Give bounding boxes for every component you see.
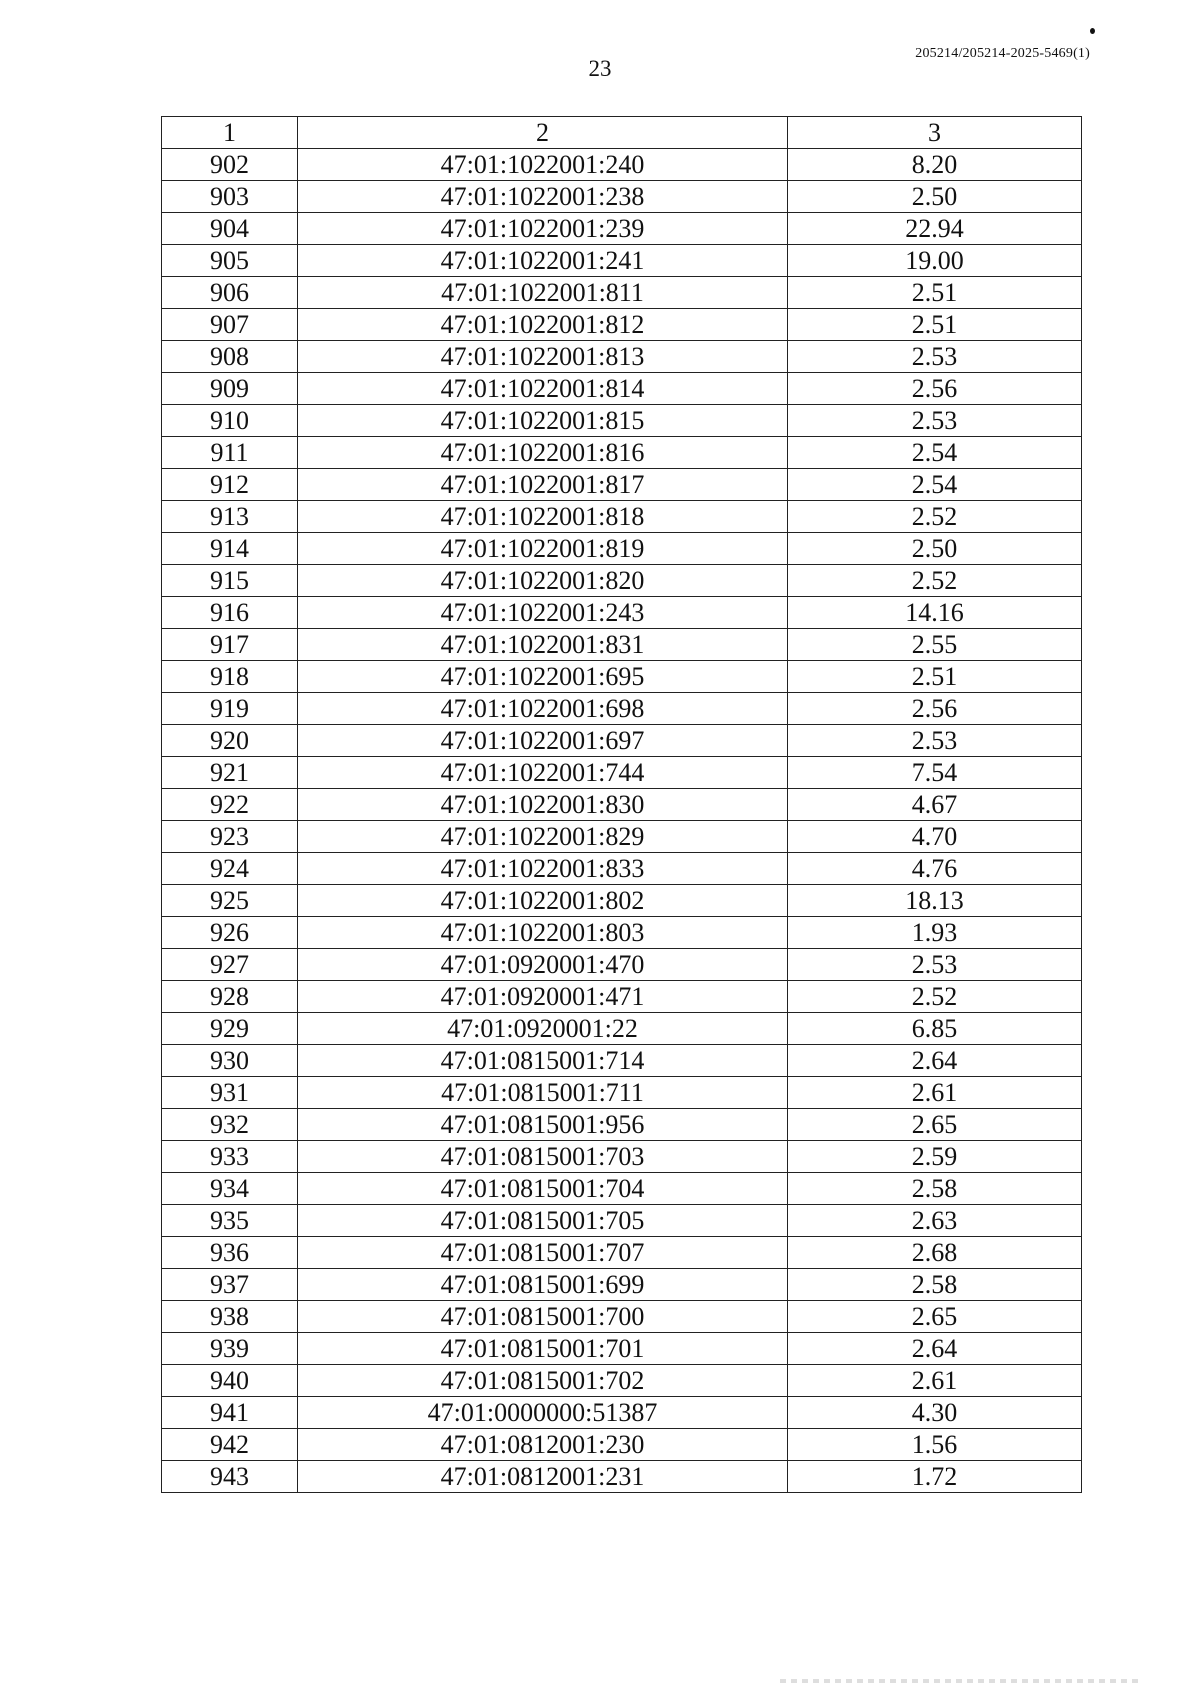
row-number-cell: 927 bbox=[162, 949, 298, 981]
value-cell: 2.52 bbox=[788, 981, 1082, 1013]
value-cell: 4.30 bbox=[788, 1397, 1082, 1429]
cadastral-number-cell: 47:01:1022001:803 bbox=[298, 917, 788, 949]
table-row bbox=[162, 437, 1082, 469]
cadastral-number-cell: 47:01:0920001:471 bbox=[298, 981, 788, 1013]
value-cell: 2.64 bbox=[788, 1333, 1082, 1365]
row-number-cell: 903 bbox=[162, 181, 298, 213]
table-row bbox=[162, 725, 1082, 757]
table-row bbox=[162, 981, 1082, 1013]
value-cell: 4.70 bbox=[788, 821, 1082, 853]
cadastral-number-cell: 47:01:1022001:814 bbox=[298, 373, 788, 405]
column-header-1: 1 bbox=[162, 117, 298, 149]
cadastral-number-cell: 47:01:1022001:820 bbox=[298, 565, 788, 597]
value-cell: 2.54 bbox=[788, 437, 1082, 469]
scan-dot-mark bbox=[1090, 28, 1095, 34]
table-body bbox=[162, 149, 1082, 1493]
value-cell: 2.64 bbox=[788, 1045, 1082, 1077]
table-row bbox=[162, 373, 1082, 405]
cadastral-number-cell: 47:01:0000000:51387 bbox=[298, 1397, 788, 1429]
value-cell: 18.13 bbox=[788, 885, 1082, 917]
cadastral-number-cell: 47:01:1022001:830 bbox=[298, 789, 788, 821]
row-number-cell: 904 bbox=[162, 213, 298, 245]
cadastral-number-cell: 47:01:1022001:817 bbox=[298, 469, 788, 501]
row-number-cell: 938 bbox=[162, 1301, 298, 1333]
value-cell: 19.00 bbox=[788, 245, 1082, 277]
row-number-cell: 910 bbox=[162, 405, 298, 437]
cadastral-number-cell: 47:01:0920001:470 bbox=[298, 949, 788, 981]
table-row bbox=[162, 917, 1082, 949]
cadastral-number-cell: 47:01:1022001:243 bbox=[298, 597, 788, 629]
row-number-cell: 926 bbox=[162, 917, 298, 949]
row-number-cell: 936 bbox=[162, 1237, 298, 1269]
cadastral-number-cell: 47:01:0812001:231 bbox=[298, 1461, 788, 1493]
cadastral-number-cell: 47:01:0815001:705 bbox=[298, 1205, 788, 1237]
table-row bbox=[162, 597, 1082, 629]
table-row bbox=[162, 789, 1082, 821]
row-number-cell: 931 bbox=[162, 1077, 298, 1109]
table-row bbox=[162, 885, 1082, 917]
value-cell: 2.56 bbox=[788, 373, 1082, 405]
value-cell: 2.58 bbox=[788, 1269, 1082, 1301]
cadastral-number-cell: 47:01:1022001:811 bbox=[298, 277, 788, 309]
cadastral-number-cell: 47:01:0815001:699 bbox=[298, 1269, 788, 1301]
value-cell: 4.76 bbox=[788, 853, 1082, 885]
table-row bbox=[162, 1429, 1082, 1461]
value-cell: 2.53 bbox=[788, 405, 1082, 437]
row-number-cell: 913 bbox=[162, 501, 298, 533]
table-row bbox=[162, 1461, 1082, 1493]
cadastral-number-cell: 47:01:1022001:802 bbox=[298, 885, 788, 917]
row-number-cell: 905 bbox=[162, 245, 298, 277]
column-header-2: 2 bbox=[298, 117, 788, 149]
row-number-cell: 914 bbox=[162, 533, 298, 565]
cadastral-number-cell: 47:01:1022001:815 bbox=[298, 405, 788, 437]
value-cell: 2.55 bbox=[788, 629, 1082, 661]
value-cell: 2.50 bbox=[788, 533, 1082, 565]
table-row bbox=[162, 277, 1082, 309]
row-number-cell: 911 bbox=[162, 437, 298, 469]
row-number-cell: 909 bbox=[162, 373, 298, 405]
table-row bbox=[162, 1077, 1082, 1109]
value-cell: 2.56 bbox=[788, 693, 1082, 725]
row-number-cell: 934 bbox=[162, 1173, 298, 1205]
table-row bbox=[162, 821, 1082, 853]
table-row bbox=[162, 949, 1082, 981]
table-row bbox=[162, 149, 1082, 181]
table-row bbox=[162, 181, 1082, 213]
value-cell: 1.56 bbox=[788, 1429, 1082, 1461]
row-number-cell: 935 bbox=[162, 1205, 298, 1237]
table-row bbox=[162, 1109, 1082, 1141]
table-row bbox=[162, 1333, 1082, 1365]
cadastral-number-cell: 47:01:0815001:714 bbox=[298, 1045, 788, 1077]
table-row bbox=[162, 1013, 1082, 1045]
cadastral-number-cell: 47:01:1022001:819 bbox=[298, 533, 788, 565]
cadastral-number-cell: 47:01:1022001:744 bbox=[298, 757, 788, 789]
cadastral-number-cell: 47:01:0815001:701 bbox=[298, 1333, 788, 1365]
table-row bbox=[162, 1173, 1082, 1205]
cadastral-number-cell: 47:01:1022001:241 bbox=[298, 245, 788, 277]
cadastral-number-cell: 47:01:0815001:704 bbox=[298, 1173, 788, 1205]
row-number-cell: 918 bbox=[162, 661, 298, 693]
parcel-table bbox=[161, 116, 1082, 1493]
cadastral-number-cell: 47:01:1022001:831 bbox=[298, 629, 788, 661]
value-cell: 2.53 bbox=[788, 341, 1082, 373]
table-row bbox=[162, 533, 1082, 565]
cadastral-number-cell: 47:01:1022001:829 bbox=[298, 821, 788, 853]
value-cell: 2.68 bbox=[788, 1237, 1082, 1269]
value-cell: 1.93 bbox=[788, 917, 1082, 949]
row-number-cell: 922 bbox=[162, 789, 298, 821]
scan-footer-noise bbox=[780, 1679, 1140, 1683]
row-number-cell: 917 bbox=[162, 629, 298, 661]
row-number-cell: 929 bbox=[162, 1013, 298, 1045]
row-number-cell: 915 bbox=[162, 565, 298, 597]
table-row bbox=[162, 853, 1082, 885]
row-number-cell: 923 bbox=[162, 821, 298, 853]
value-cell: 2.53 bbox=[788, 725, 1082, 757]
table-row bbox=[162, 469, 1082, 501]
column-header-3: 3 bbox=[788, 117, 1082, 149]
row-number-cell: 919 bbox=[162, 693, 298, 725]
value-cell: 8.20 bbox=[788, 149, 1082, 181]
cadastral-number-cell: 47:01:0815001:956 bbox=[298, 1109, 788, 1141]
row-number-cell: 939 bbox=[162, 1333, 298, 1365]
cadastral-number-cell: 47:01:1022001:695 bbox=[298, 661, 788, 693]
value-cell: 2.61 bbox=[788, 1365, 1082, 1397]
table-row bbox=[162, 1205, 1082, 1237]
table-row bbox=[162, 757, 1082, 789]
value-cell: 22.94 bbox=[788, 213, 1082, 245]
table-row bbox=[162, 1365, 1082, 1397]
cadastral-number-cell: 47:01:0812001:230 bbox=[298, 1429, 788, 1461]
row-number-cell: 907 bbox=[162, 309, 298, 341]
row-number-cell: 941 bbox=[162, 1397, 298, 1429]
table-row bbox=[162, 629, 1082, 661]
table-row bbox=[162, 693, 1082, 725]
row-number-cell: 937 bbox=[162, 1269, 298, 1301]
cadastral-number-cell: 47:01:1022001:818 bbox=[298, 501, 788, 533]
value-cell: 2.50 bbox=[788, 181, 1082, 213]
cadastral-number-cell: 47:01:1022001:816 bbox=[298, 437, 788, 469]
cadastral-number-cell: 47:01:1022001:833 bbox=[298, 853, 788, 885]
value-cell: 7.54 bbox=[788, 757, 1082, 789]
cadastral-number-cell: 47:01:1022001:238 bbox=[298, 181, 788, 213]
cadastral-number-cell: 47:01:1022001:698 bbox=[298, 693, 788, 725]
document-id: 205214/205214-2025-5469(1) bbox=[915, 46, 1090, 61]
cadastral-number-cell: 47:01:1022001:812 bbox=[298, 309, 788, 341]
value-cell: 2.52 bbox=[788, 565, 1082, 597]
table-row bbox=[162, 565, 1082, 597]
row-number-cell: 912 bbox=[162, 469, 298, 501]
table-row bbox=[162, 1237, 1082, 1269]
row-number-cell: 916 bbox=[162, 597, 298, 629]
cadastral-number-cell: 47:01:1022001:239 bbox=[298, 213, 788, 245]
table-row bbox=[162, 1141, 1082, 1173]
cadastral-number-cell: 47:01:1022001:240 bbox=[298, 149, 788, 181]
row-number-cell: 921 bbox=[162, 757, 298, 789]
table-row bbox=[162, 309, 1082, 341]
table-row bbox=[162, 341, 1082, 373]
row-number-cell: 933 bbox=[162, 1141, 298, 1173]
value-cell: 2.65 bbox=[788, 1301, 1082, 1333]
value-cell: 2.52 bbox=[788, 501, 1082, 533]
value-cell: 2.58 bbox=[788, 1173, 1082, 1205]
row-number-cell: 930 bbox=[162, 1045, 298, 1077]
value-cell: 2.51 bbox=[788, 661, 1082, 693]
table-row bbox=[162, 661, 1082, 693]
table-row bbox=[162, 405, 1082, 437]
value-cell: 2.63 bbox=[788, 1205, 1082, 1237]
row-number-cell: 940 bbox=[162, 1365, 298, 1397]
cadastral-number-cell: 47:01:1022001:813 bbox=[298, 341, 788, 373]
row-number-cell: 906 bbox=[162, 277, 298, 309]
value-cell: 2.54 bbox=[788, 469, 1082, 501]
table-row bbox=[162, 1301, 1082, 1333]
row-number-cell: 943 bbox=[162, 1461, 298, 1493]
row-number-cell: 902 bbox=[162, 149, 298, 181]
table-row bbox=[162, 501, 1082, 533]
cadastral-number-cell: 47:01:0815001:703 bbox=[298, 1141, 788, 1173]
table-row bbox=[162, 213, 1082, 245]
cadastral-number-cell: 47:01:0815001:711 bbox=[298, 1077, 788, 1109]
value-cell: 14.16 bbox=[788, 597, 1082, 629]
row-number-cell: 928 bbox=[162, 981, 298, 1013]
value-cell: 2.51 bbox=[788, 277, 1082, 309]
cadastral-number-cell: 47:01:0920001:22 bbox=[298, 1013, 788, 1045]
value-cell: 2.65 bbox=[788, 1109, 1082, 1141]
row-number-cell: 932 bbox=[162, 1109, 298, 1141]
value-cell: 2.59 bbox=[788, 1141, 1082, 1173]
value-cell: 2.51 bbox=[788, 309, 1082, 341]
row-number-cell: 924 bbox=[162, 853, 298, 885]
table-row bbox=[162, 1269, 1082, 1301]
cadastral-number-cell: 47:01:0815001:700 bbox=[298, 1301, 788, 1333]
value-cell: 1.72 bbox=[788, 1461, 1082, 1493]
row-number-cell: 925 bbox=[162, 885, 298, 917]
value-cell: 6.85 bbox=[788, 1013, 1082, 1045]
page-number: 23 bbox=[588, 56, 612, 81]
value-cell: 4.67 bbox=[788, 789, 1082, 821]
table-row bbox=[162, 245, 1082, 277]
cadastral-number-cell: 47:01:0815001:707 bbox=[298, 1237, 788, 1269]
table-row bbox=[162, 1397, 1082, 1429]
table-header-row bbox=[162, 117, 1082, 149]
value-cell: 2.61 bbox=[788, 1077, 1082, 1109]
row-number-cell: 908 bbox=[162, 341, 298, 373]
cadastral-number-cell: 47:01:0815001:702 bbox=[298, 1365, 788, 1397]
value-cell: 2.53 bbox=[788, 949, 1082, 981]
table-row bbox=[162, 1045, 1082, 1077]
row-number-cell: 942 bbox=[162, 1429, 298, 1461]
row-number-cell: 920 bbox=[162, 725, 298, 757]
cadastral-number-cell: 47:01:1022001:697 bbox=[298, 725, 788, 757]
